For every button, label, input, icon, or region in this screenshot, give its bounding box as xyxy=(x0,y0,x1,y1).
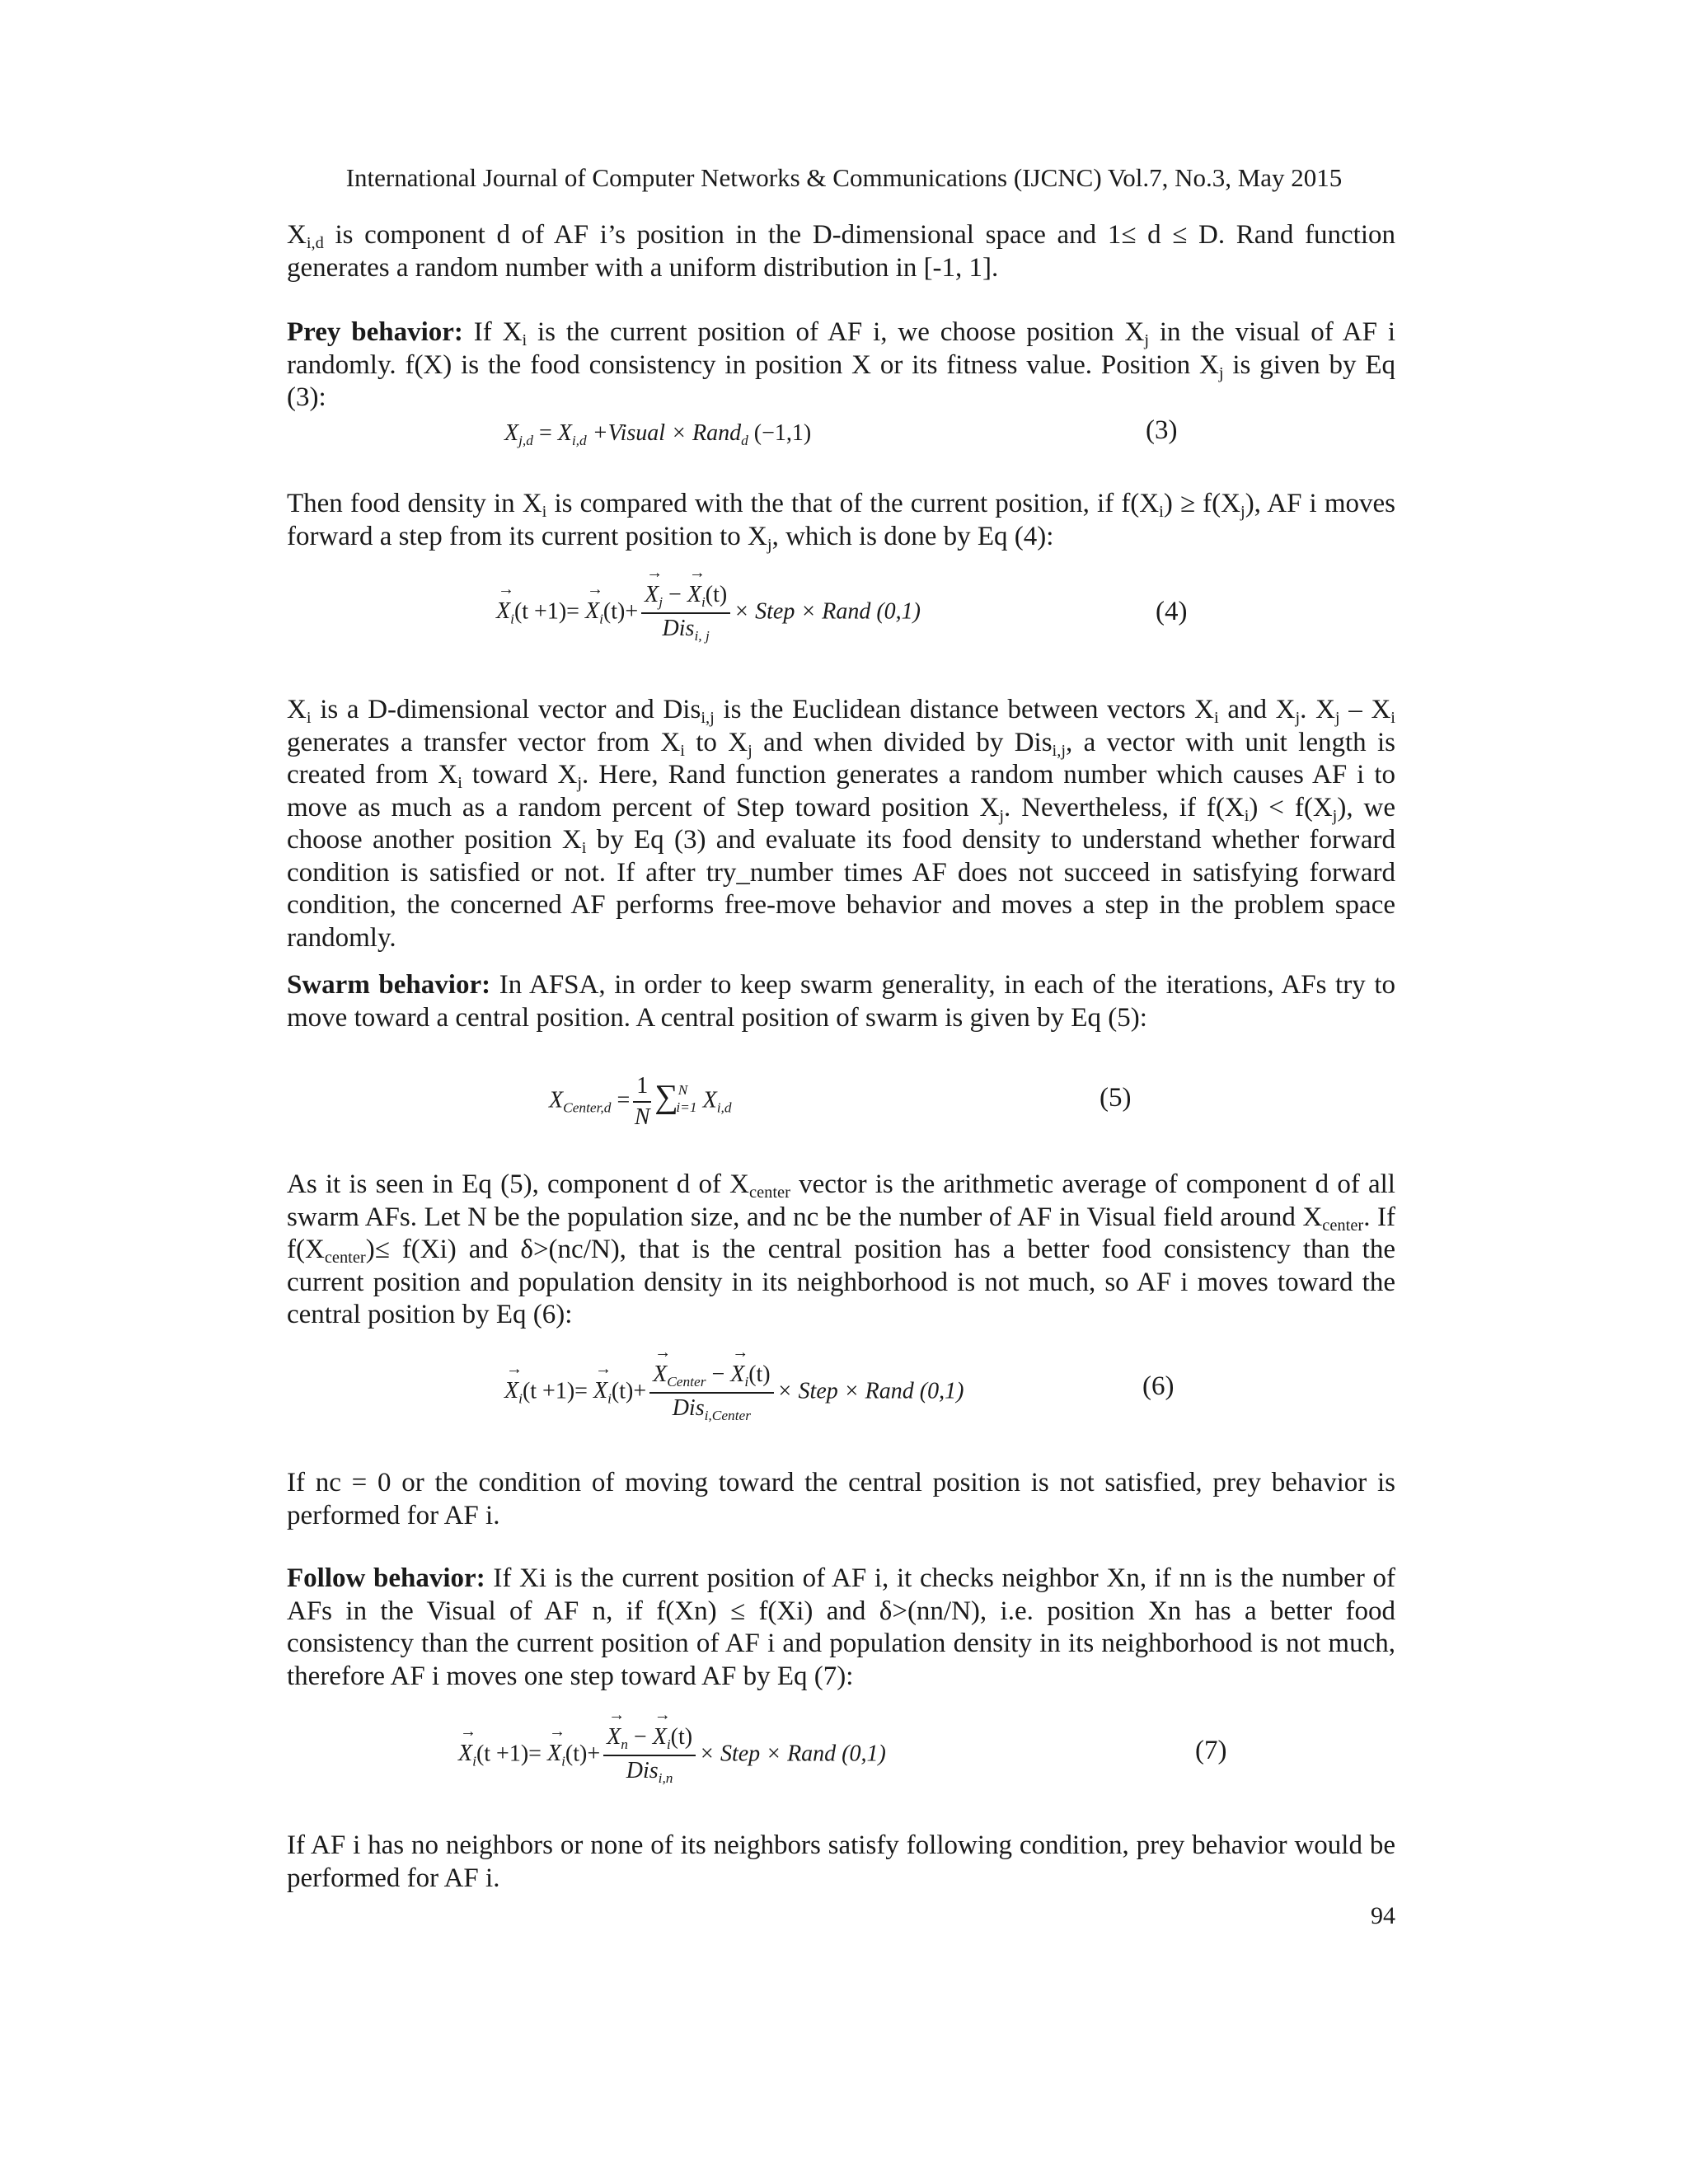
eq-var: Dis xyxy=(662,616,695,642)
eq-term: (−1,1) xyxy=(748,420,812,446)
prey-block xyxy=(287,316,1395,415)
eq-numerator xyxy=(603,1724,696,1756)
eq-sub: i xyxy=(510,611,514,627)
equation-7 xyxy=(458,1724,886,1787)
text: – X xyxy=(1339,695,1391,724)
subscript: j xyxy=(767,535,772,554)
text: Then food density in X xyxy=(287,489,542,518)
subscript: i,j xyxy=(701,709,715,728)
follow-paragraph-1 xyxy=(287,1563,1395,1693)
eq-sub: i=1 xyxy=(676,1099,697,1116)
subscript: j xyxy=(1332,806,1338,825)
eq-vector: → X xyxy=(458,1741,472,1767)
text: ), we choose another position X xyxy=(287,792,1395,855)
text: in the visual of AF i randomly. f(X) is the food consistency in position X or its fitness value. Position X xyxy=(287,317,1396,380)
subscript: center xyxy=(1322,1216,1364,1235)
text: , a vector with unit length is created from X xyxy=(287,727,1395,790)
eq-sub: i,d xyxy=(716,1099,732,1116)
eq-var: X xyxy=(702,1087,717,1113)
subscript: center xyxy=(324,1249,366,1268)
prey-paragraph-2 xyxy=(287,488,1395,553)
eq-vector: → X xyxy=(585,598,599,625)
eq-fraction xyxy=(649,1361,774,1424)
equation-3-number: (3) xyxy=(1146,415,1178,445)
eq-term: +Visual × Rand xyxy=(586,420,742,446)
eq-var: Dis xyxy=(626,1758,659,1784)
prey-block-2 xyxy=(287,488,1395,553)
text: by Eq (3) and evaluate its food density to understand whether forward condition is satisfied or not. If after try_number times AF does not succeed in satisfying forward condition, the concerned AF performs free-move behavior and moves a step in the problem space randomly. xyxy=(287,825,1395,953)
eq-denominator: N xyxy=(634,1104,650,1130)
prey-block-3 xyxy=(287,694,1395,954)
intro-text: is component d of AF i’s position in the D-dimensional space and 1≤ d ≤ D. Rand function generates a random number with a uniform distribution in [-1, 1]. xyxy=(287,220,1395,283)
eq-sub: i xyxy=(561,1753,565,1769)
eq-vector: → X xyxy=(730,1361,744,1388)
eq-sub: i, j xyxy=(694,628,710,644)
eq-term: × Step × Rand (0,1) xyxy=(699,1741,886,1767)
text: If nc = 0 or the condition of moving toward the central position is not satisfied, prey behavior is performed for AF i. xyxy=(287,1468,1395,1530)
swarm-heading: Swarm behavior: xyxy=(287,970,491,1000)
eq-sub: i xyxy=(472,1753,476,1769)
text: ) ≥ f(X xyxy=(1163,489,1240,518)
text: )≤ f(Xi) and δ>(nc/N), that is the central position has a better food consistency than the current position and population density in its neighborhood is not much, so AF i moves toward the central position by Eq (6): xyxy=(287,1235,1395,1329)
eq-sup: N xyxy=(678,1081,688,1098)
subscript: j xyxy=(1218,363,1224,382)
equation-3 xyxy=(504,420,811,449)
subscript: j xyxy=(577,774,583,793)
eq-sub: j xyxy=(659,594,663,611)
text: is the Euclidean distance between vectors X xyxy=(714,695,1214,724)
eq-sum: ∑ xyxy=(654,1077,678,1115)
eq-arg: (t) xyxy=(670,1724,693,1750)
swarm-block-2 xyxy=(287,1169,1395,1332)
follow-paragraph-2 xyxy=(287,1830,1395,1895)
eq-sub: n xyxy=(621,1736,628,1753)
eq-vector: → X xyxy=(496,598,510,625)
swarm-paragraph-2 xyxy=(287,1169,1395,1332)
equation-7-number: (7) xyxy=(1195,1736,1227,1765)
eq-fraction xyxy=(641,582,730,644)
var-x: X xyxy=(287,220,307,250)
page-number: 94 xyxy=(1371,1902,1395,1929)
text: . X xyxy=(1300,695,1335,724)
equation-5-number: (5) xyxy=(1100,1083,1132,1113)
text: toward X xyxy=(462,760,578,790)
eq-sub: i,d xyxy=(571,433,587,449)
text: X xyxy=(287,695,307,724)
text: generates a transfer vector from X xyxy=(287,727,681,757)
subscript: j xyxy=(999,806,1005,825)
eq-sign: − xyxy=(663,582,687,607)
subscript: j xyxy=(1334,709,1340,728)
subscript: i xyxy=(457,774,462,793)
prey-paragraph-1 xyxy=(287,316,1395,415)
eq-sign: − xyxy=(627,1724,653,1750)
text: ) < f(X xyxy=(1249,792,1333,823)
text: . Here, Rand function generates a random number which causes AF i to move as much as a random percent of Step toward position X xyxy=(287,760,1395,823)
subscript: i xyxy=(522,331,528,350)
eq-vector: → X xyxy=(547,1741,561,1767)
follow-block-2 xyxy=(287,1830,1395,1895)
eq-sub: i,n xyxy=(658,1770,673,1787)
subscript: i xyxy=(306,709,312,728)
eq-arg: (t +1) xyxy=(513,598,567,625)
eq-sign: = xyxy=(532,420,558,446)
text: and X xyxy=(1218,695,1296,724)
eq-sub: i,Center xyxy=(704,1408,752,1424)
prey-heading: Prey behavior: xyxy=(287,317,463,347)
eq-vector: → X xyxy=(593,1378,607,1404)
swarm-paragraph-1 xyxy=(287,969,1395,1034)
subscript: i xyxy=(1244,806,1250,825)
text: If AF i has no neighbors or none of its neighbors satisfy following condition, prey behavior would be performed for AF i. xyxy=(287,1830,1395,1893)
equation-6-number: (6) xyxy=(1142,1371,1175,1401)
eq-sub: Center,d xyxy=(563,1099,612,1116)
subscript: i xyxy=(680,741,685,760)
eq-fraction xyxy=(633,1073,651,1131)
text: is compared with the that of the current position, if f(X xyxy=(546,489,1160,518)
eq-sub: i xyxy=(666,1736,671,1753)
text: As it is seen in Eq (5), component d of X xyxy=(287,1169,749,1199)
eq-vector: → X xyxy=(653,1361,667,1388)
eq-numerator xyxy=(649,1361,774,1394)
subscript: j xyxy=(1144,331,1149,350)
eq-denominator xyxy=(673,1394,751,1424)
swarm-block xyxy=(287,969,1395,1034)
text: vector is the arithmetic average of component d of all swarm AFs. Let N be the population size, and nc be the number of AF in Visual field around X xyxy=(287,1169,1395,1232)
eq-arg: (t) xyxy=(748,1361,771,1387)
eq-arg: (t)+ xyxy=(611,1378,647,1404)
eq-var: X xyxy=(504,420,519,446)
equation-4 xyxy=(496,582,921,644)
text: , which is done by Eq (4): xyxy=(771,521,1054,551)
subscript: i xyxy=(1159,503,1164,522)
subscript: i xyxy=(542,503,547,522)
subscript: j xyxy=(1240,503,1245,522)
eq-var: X xyxy=(549,1087,564,1113)
eq-denominator xyxy=(663,614,710,644)
eq-var: X xyxy=(557,420,572,446)
eq-sign: = xyxy=(528,1741,547,1767)
equation-6 xyxy=(504,1361,964,1424)
eq-vector: → X xyxy=(645,582,659,608)
text: If Xi is the current position of AF i, it checks neighbor Xn, if nn is the number of AFs in the Visual of AF n, if f(Xn) ≤ f(Xi) and δ>(nn/N), i.e. position Xn has a better food consistency than the current position of AF i and population density in its neighborhood is not much, therefore AF i moves one step toward AF by Eq (7): xyxy=(287,1563,1396,1691)
eq-arg: (t)+ xyxy=(603,598,639,625)
subscript: i,d xyxy=(306,234,324,253)
text: . Nevertheless, if f(X xyxy=(1004,792,1245,823)
eq-vector: → X xyxy=(607,1724,621,1750)
eq-vector: → X xyxy=(687,582,701,608)
text: . If f(X xyxy=(287,1202,1395,1264)
intro-paragraph xyxy=(287,219,1395,284)
eq-sub: i xyxy=(599,611,603,627)
intro-block xyxy=(287,219,1395,284)
eq-sub: i xyxy=(701,594,706,611)
eq-sign: = xyxy=(566,598,585,625)
eq-term: × Step × Rand (0,1) xyxy=(776,1378,964,1404)
eq-numerator: 1 xyxy=(633,1073,651,1103)
eq-sub: i xyxy=(744,1374,749,1390)
equation-4-number: (4) xyxy=(1156,597,1188,626)
journal-header: International Journal of Computer Networks & Communications (IJCNC) Vol.7, No.3, May 2015 xyxy=(345,163,1343,192)
eq-arg: (t)+ xyxy=(565,1741,601,1767)
eq-sub: i xyxy=(518,1390,523,1407)
follow-block xyxy=(287,1563,1395,1693)
subscript: center xyxy=(749,1183,790,1202)
subscript: i xyxy=(1213,709,1219,728)
text: is the current position of AF i, we choose position X xyxy=(527,317,1145,347)
eq-sign: − xyxy=(706,1361,731,1387)
eq-term: × Step × Rand (0,1) xyxy=(734,598,921,625)
eq-sub: d xyxy=(741,433,748,449)
eq-sign: = xyxy=(574,1378,593,1404)
text: If X xyxy=(462,317,523,347)
swarm-paragraph-3 xyxy=(287,1467,1395,1532)
eq-vector: → X xyxy=(653,1724,667,1750)
eq-sign: = xyxy=(611,1087,631,1113)
eq-sub: j,d xyxy=(518,433,533,449)
eq-arg: (t +1) xyxy=(476,1741,529,1767)
eq-vector: → X xyxy=(504,1378,518,1404)
eq-sub: i xyxy=(607,1390,612,1407)
prey-paragraph-3 xyxy=(287,694,1395,954)
swarm-block-3 xyxy=(287,1467,1395,1532)
subscript: i xyxy=(1390,709,1395,728)
eq-arg: (t) xyxy=(705,582,728,607)
eq-numerator xyxy=(641,582,730,614)
text: In AFSA, in order to keep swarm generality, in each of the iterations, AFs try to move toward a central position. A central position of swarm is given by Eq (5): xyxy=(287,970,1395,1033)
subscript: i xyxy=(581,839,587,858)
text: to X xyxy=(684,727,748,757)
eq-sub: Center xyxy=(667,1374,706,1390)
subscript: j xyxy=(748,741,753,760)
eq-var: Dis xyxy=(672,1395,705,1422)
eq-fraction xyxy=(603,1724,696,1787)
text: is given by Eq (3): xyxy=(287,349,1395,412)
subscript: j xyxy=(1295,709,1301,728)
eq-arg: (t +1) xyxy=(522,1378,575,1404)
follow-heading: Follow behavior: xyxy=(287,1563,485,1593)
text: and when divided by Dis xyxy=(752,727,1053,757)
eq-denominator xyxy=(626,1756,673,1787)
subscript: i,j xyxy=(1052,741,1067,760)
text: ), AF i moves forward a step from its current position to X xyxy=(287,489,1396,551)
equation-5 xyxy=(549,1073,732,1131)
text: is a D-dimensional vector and Dis xyxy=(311,695,701,724)
